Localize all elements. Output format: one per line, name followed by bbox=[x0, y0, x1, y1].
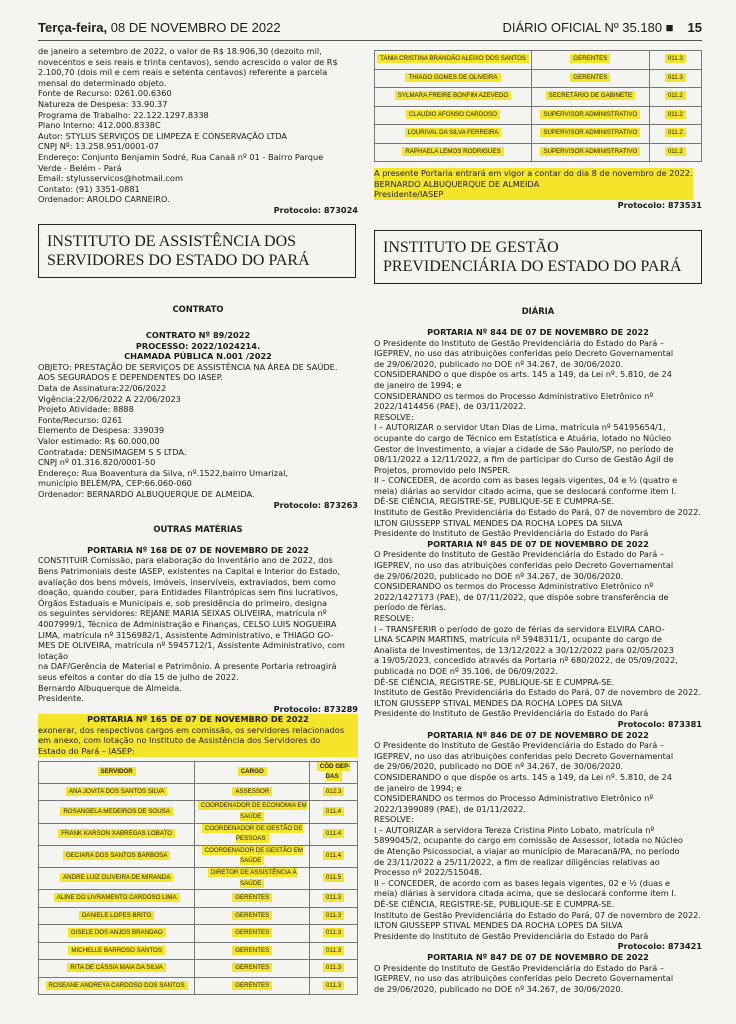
cell-text: GERENTES bbox=[232, 963, 272, 972]
cell-cargo bbox=[195, 783, 310, 801]
text-line: período de férias. bbox=[374, 602, 446, 613]
text-line: IGEPREV, no uso das atribuições conferidas pelo Decreto Governamental bbox=[374, 973, 674, 984]
section-diaria: DIÁRIA bbox=[521, 306, 555, 317]
cell-cargo bbox=[195, 867, 310, 889]
text-line: CONSIDERANDO o que dispõe os arts. 145 a 149, da Lei nº. 5.810, de 24 bbox=[374, 369, 672, 380]
text-line: de 29/06/2020, publicado no DOE nº 34.267, de 30/06/2020. bbox=[374, 761, 624, 772]
text-line: a 19/05/2023, concedido através da Portaria nº 680/2022, de 05/09/2022, bbox=[374, 655, 678, 666]
text-line: de 29/06/2020, publicado no DOE nº 34.267, de 30/06/2020. bbox=[374, 983, 624, 994]
text-line: CNPJ nº 01.316.820/0001-50 bbox=[38, 457, 156, 468]
text-line: 2.100,70 (dois mil e cem reais e setenta centavos) referente a parcela bbox=[38, 67, 328, 78]
protocol-873381: Protocolo: 873381 bbox=[617, 718, 702, 729]
cell-text: RITA DE CÁSSIA MAIA DA SILVA bbox=[67, 963, 166, 972]
cell-servidor bbox=[375, 51, 532, 70]
table-row bbox=[39, 925, 358, 943]
cell-text: 011.2 bbox=[665, 110, 686, 119]
text-line: exonerar, dos respectivos cargos em comissão, os servidores relacionados bbox=[38, 724, 345, 735]
text-line: BERNARDO ALBUQUERQUE DE ALMEIDA bbox=[374, 178, 540, 189]
portaria-vigor-note bbox=[374, 168, 693, 200]
text-line: OBJETO: PRESTAÇÃO DE SERVIÇOS DE ASSISTÊNCIA NA ÁREA DE SAÚDE. bbox=[38, 361, 338, 372]
text-line: I – TRANSFERIR o período de gozo de férias da servidora ELVIRA CARO- bbox=[374, 623, 665, 634]
portaria-168-title: PORTARIA Nº 168 DE 07 DE NOVEMBRO DE 2022 bbox=[87, 544, 309, 555]
portaria-165-title: PORTARIA Nº 165 DE 07 DE NOVEMBRO DE 2022 bbox=[38, 714, 358, 725]
text-line: ILTON GIUSSEPP STIVAL MENDES DA ROCHA LOPES DA SILVA bbox=[374, 517, 623, 528]
servidores-table bbox=[38, 761, 358, 995]
text-line: Órgãos Estaduais e Municipais e, sob presidência do primeiro, designa bbox=[38, 597, 328, 608]
cell-servidor bbox=[375, 69, 532, 88]
right-column bbox=[374, 50, 702, 994]
header-date-text: 08 DE NOVEMBRO DE 2022 bbox=[110, 20, 281, 35]
text-line: Programa de Trabalho: 22.122.1297.8338 bbox=[38, 109, 209, 120]
text-line: 2022/1399089 (PAE), de 01/11/2022. bbox=[374, 803, 527, 814]
cell-text: 011.5 bbox=[323, 873, 344, 882]
text-line: Fonte/Recurso: 0261 bbox=[38, 414, 123, 425]
text-line: seus efeitos a contar do dia 15 de julho de 2022. bbox=[38, 671, 239, 682]
cell-cod bbox=[310, 845, 358, 867]
cell-servidor bbox=[39, 977, 195, 995]
text-line: Email: stylusservicos@hotmail.com bbox=[38, 173, 183, 184]
cell-text: ALINE DO LIVRAMENTO CARDOSO LIMA bbox=[54, 893, 180, 902]
table-row bbox=[39, 823, 358, 845]
cell-text: COORDENADOR DE ECONOMIA EM SAÚDE bbox=[198, 801, 307, 821]
text-line: IGEPREV, no uso das atribuições conferidas pelo Decreto Governamental bbox=[374, 750, 674, 761]
portaria-845-body bbox=[374, 549, 702, 719]
text-line: O Presidente do Instituto de Gestão Previdenciária do Estado do Pará – bbox=[374, 962, 664, 973]
portaria-844-body bbox=[374, 338, 702, 539]
cell-cargo bbox=[531, 51, 649, 70]
text-line: II – CONCEDER, de acordo com as bases legais vigentes, 04 e ½ (quatro e bbox=[374, 475, 678, 486]
protocol-873421: Protocolo: 873421 bbox=[617, 941, 702, 952]
header-label: CÓD GEP-DAS bbox=[317, 762, 351, 782]
cell-text: ROSANGELA MEDEIROS DE SOUSA bbox=[60, 807, 173, 816]
protocol-873289: Protocolo: 873289 bbox=[273, 703, 358, 714]
cell-cargo bbox=[531, 106, 649, 125]
cell-text: 011.3 bbox=[323, 946, 344, 955]
text-line: na DAF/Gerência de Material e Patrimônio. A presente Portaria retroagirá bbox=[38, 661, 337, 672]
text-line: Presidente. bbox=[38, 693, 84, 704]
text-line: DÊ-SE CIÊNCIA, REGISTRE-SE, PUBLIQUE-SE E CUMPRA-SE. bbox=[374, 676, 615, 687]
cell-text: GERENTES bbox=[232, 911, 272, 920]
cell-text: ANDRE LUIZ OLIVEIRA DE MIRANDA bbox=[60, 873, 173, 882]
cell-cargo bbox=[195, 942, 310, 960]
cell-text: GERENTES bbox=[570, 54, 610, 63]
text-line: I – AUTORIZAR o servidor Utan Dias de Lima, matrícula nº 54195654/1, bbox=[374, 422, 666, 433]
portaria-168-body bbox=[38, 555, 358, 703]
cell-cod bbox=[649, 106, 701, 125]
table-row bbox=[39, 907, 358, 925]
table-row bbox=[39, 867, 358, 889]
cell-text: SECRETÁRIO DE GABINETE bbox=[546, 91, 636, 100]
portaria-844-title: PORTARIA Nº 844 DE 07 DE NOVEMBRO DE 2022 bbox=[427, 326, 649, 337]
contrato-body bbox=[38, 362, 358, 500]
cell-cargo bbox=[195, 977, 310, 995]
text-line: de janeiro de 1994; e bbox=[374, 379, 462, 390]
cell-cargo bbox=[531, 88, 649, 107]
table-row bbox=[375, 143, 702, 162]
cell-servidor bbox=[39, 890, 195, 908]
text-line: Autor: STYLUS SERVIÇOS DE LIMPEZA E CONSERVAÇÃO LTDA bbox=[38, 130, 287, 141]
cell-servidor bbox=[39, 801, 195, 823]
cell-text: COORDENADOR DE GESTÃO DE PESSOAS bbox=[202, 824, 303, 844]
cell-cod bbox=[310, 907, 358, 925]
cell-cod bbox=[649, 88, 701, 107]
text-line: em anexo, com lotação no Instituto de Assistência dos Servidores do bbox=[38, 735, 321, 746]
table-row bbox=[39, 845, 358, 867]
text-line: Analista de Investimentos, de 13/12/2022 a 30/12/2022 para 02/05/2023 bbox=[374, 644, 674, 655]
portaria-846-body bbox=[374, 740, 702, 941]
table-row bbox=[375, 51, 702, 70]
cell-text: LOURIVAL DA SILVA FERREIRA bbox=[405, 128, 502, 137]
text-line: Instituto de Gestão Previdenciária do Estado do Pará, 07 de novembro de 2022. bbox=[374, 507, 701, 518]
text-line: Bens Patrimoniais deste IASEP, existentes na Capital e Interior do Estado, bbox=[38, 565, 340, 576]
cell-text: ASSESSOR bbox=[232, 787, 272, 796]
text-line: Contratada: DENSIMAGEM S S LTDA. bbox=[38, 446, 187, 457]
portaria-846-title: PORTARIA Nº 846 DE 07 DE NOVEMBRO DE 2022 bbox=[427, 729, 649, 740]
col-cod bbox=[310, 761, 358, 783]
cell-cargo bbox=[531, 125, 649, 144]
cell-text: 011.4 bbox=[323, 851, 344, 860]
cell-text: SUPERVISOR ADMINISTRATIVO bbox=[540, 128, 640, 137]
left-column bbox=[38, 46, 358, 995]
text-line: ILTON GIUSSEPP STIVAL MENDES DA ROCHA LOPES DA SILVA bbox=[374, 697, 623, 708]
cell-servidor bbox=[39, 907, 195, 925]
cell-servidor bbox=[39, 925, 195, 943]
text-line: meia) diárias à servidora citada acima, que se deslocará conforme item I. bbox=[374, 888, 677, 899]
text-line: Data de Assinatura:22/06/2022 bbox=[38, 383, 167, 394]
section-contrato: CONTRATO bbox=[172, 303, 224, 314]
cell-cod bbox=[310, 925, 358, 943]
text-line: LINA SCAPIN MARTINS, matrícula nº 5948311/1, ocupante do cargo de bbox=[374, 634, 662, 645]
cell-text: GERENTES bbox=[570, 73, 610, 82]
text-line: CONSTITUIR Comissão, para elaboração do Inventário ano de 2022, dos bbox=[38, 555, 333, 566]
cell-cod bbox=[649, 143, 701, 162]
cell-cod bbox=[310, 823, 358, 845]
cell-cargo bbox=[531, 143, 649, 162]
text-line: IGEPREV, no uso das atribuições conferidas pelo Decreto Governamental bbox=[374, 348, 674, 359]
section-outras-materias: OUTRAS MATÉRIAS bbox=[153, 524, 243, 535]
cell-text: 011.2 bbox=[665, 128, 686, 137]
text-line: 08/11/2022 a 12/11/2022, a fim de participar do Curso de Gestão Ágil de bbox=[374, 454, 674, 465]
text-line: de janeiro de 1994; e bbox=[374, 782, 462, 793]
text-line: Endereço: Conjunto Benjamin Sodré, Rua Canaã nº 01 - Bairro Parque bbox=[38, 151, 324, 162]
text-line: Natureza de Despesa: 33.90.37 bbox=[38, 98, 168, 109]
cell-text: 011.3 bbox=[323, 928, 344, 937]
cell-cargo bbox=[195, 960, 310, 978]
cell-text: DANIELE LOPES BRITO bbox=[79, 911, 154, 920]
text-line: de janeiro a setembro de 2022, o valor de R$ 18.906,30 (dezoito mil, bbox=[38, 46, 322, 56]
cell-text: 011.3 bbox=[665, 73, 686, 82]
text-line: PROCESSO: 2022/1024214. bbox=[135, 340, 261, 351]
cell-text: THIAGO GOMES DE OLIVEIRA bbox=[405, 73, 500, 82]
text-line: I – AUTORIZAR a servidora Tereza Cristina Pinto Lobato, matrícula nº bbox=[374, 824, 655, 835]
cell-cod bbox=[310, 942, 358, 960]
text-line: de Atenção Psicossocial, a viajar ao município de Maracanã/PA, no período bbox=[374, 846, 680, 857]
text-line: Bernardo Albuquerque de Almeida. bbox=[38, 682, 182, 693]
journal-number: DIÁRIO OFICIAL Nº 35.180 bbox=[502, 20, 663, 35]
text-line: ILTON GIUSSEPP STIVAL MENDES DA ROCHA LOPES DA SILVA bbox=[374, 920, 623, 931]
table-row bbox=[39, 977, 358, 995]
header-label: SERVIDOR bbox=[98, 767, 136, 776]
text-line: Presidente/IASEP bbox=[374, 189, 444, 200]
cell-text: 011.3 bbox=[323, 911, 344, 920]
text-line: Ordenador: AROLDO CARNEIRO. bbox=[38, 194, 170, 205]
cell-servidor bbox=[39, 867, 195, 889]
cell-text: 011.4 bbox=[323, 829, 344, 838]
text-line: meia) diárias ao servidor citado acima, que se deslocará conforme item I. bbox=[374, 485, 677, 496]
table-row bbox=[39, 783, 358, 801]
portaria-847-title: PORTARIA Nº 847 DE 07 DE NOVEMBRO DE 2022 bbox=[427, 952, 649, 962]
cell-text: SUPERVISOR ADMINISTRATIVO bbox=[540, 110, 640, 119]
cell-cargo bbox=[195, 845, 310, 867]
col-servidor bbox=[39, 761, 195, 783]
text-line: de 23/11/2022 a 25/11/2022, a fim de realizar diligências relativas ao bbox=[374, 856, 660, 867]
table-row bbox=[39, 801, 358, 823]
text-line: CONSIDERANDO os termos do Processo Administrativo Eletrônico nº bbox=[374, 390, 654, 401]
text-line: O Presidente do Instituto de Gestão Previdenciária do Estado do Pará – bbox=[374, 337, 664, 348]
text-line: DÊ-SE CIÊNCIA, REGISTRE-SE, PUBLIQUE-SE E CUMPRA-SE. bbox=[374, 496, 615, 507]
cell-cod bbox=[310, 960, 358, 978]
portaria-165-body bbox=[38, 725, 358, 757]
cell-cod bbox=[649, 51, 701, 70]
text-line: Processo nº 2022/515048. bbox=[374, 867, 482, 878]
cell-cargo bbox=[531, 69, 649, 88]
portaria-847-body bbox=[374, 963, 702, 995]
text-line: Presidente do Instituto de Gestão Previdenciária do Estado do Pará bbox=[374, 528, 649, 539]
cell-text: 011.2 bbox=[665, 91, 686, 100]
cell-text: 011.3 bbox=[323, 981, 344, 990]
cell-text: 011.3 bbox=[323, 963, 344, 972]
table-row bbox=[39, 942, 358, 960]
header-date bbox=[38, 20, 281, 35]
stylus-contract-text bbox=[38, 46, 358, 205]
text-line: 2022/1427173 (PAE), de 07/11/2022, que dispõe sobre transferência de bbox=[374, 591, 669, 602]
text-line: II – CONCEDER, de acordo com as bases legais vigentes, 02 e ½ (duas e bbox=[374, 877, 671, 888]
text-line: Ordenador: BERNARDO ALBUQUERQUE DE ALMEIDA. bbox=[38, 489, 255, 499]
page-header bbox=[38, 18, 702, 41]
text-line: os seguintes servidores: REJANE MARIA SEIXAS OLIVEIRA, matrícula nº bbox=[38, 608, 327, 619]
table-row bbox=[375, 125, 702, 144]
cell-text: MICHELLE BARROSO SANTOS bbox=[68, 946, 165, 955]
cell-text: FRANK KARSON XABREGAS LOBATO bbox=[58, 829, 175, 838]
text-line: Plano Interno: 412.000.8338C bbox=[38, 120, 161, 131]
text-line: 4007999/1, Técnico de Administração e Finanças, CELSO LUIS NOGUEIRA bbox=[38, 618, 337, 629]
cell-cod bbox=[310, 801, 358, 823]
col-cargo bbox=[195, 761, 310, 783]
cell-text: GERENTES bbox=[232, 928, 272, 937]
cell-cargo bbox=[195, 925, 310, 943]
table-row bbox=[39, 960, 358, 978]
text-line: Gestor de Investimento, a viajar a cidade de São Paulo/SP, no período de bbox=[374, 443, 674, 454]
cell-text: ANA JOVITA DOS SANTOS SILVA bbox=[66, 787, 167, 796]
text-line: Presidente do Instituto de Gestão Previdenciária do Estado do Pará bbox=[374, 708, 649, 719]
text-line: doação, quando couber, para Entidades Filantrópicas sem fins lucrativos, bbox=[38, 587, 339, 598]
text-line: Vigência:22/06/2022 A 22/06/2023 bbox=[38, 393, 181, 404]
cell-text: ROSEANE ANDREYA CARDOSO DOS SANTOS bbox=[46, 981, 188, 990]
text-line: avaliação dos bens móveis, imóveis, inservíveis, extraviados, bem como bbox=[38, 576, 336, 587]
text-line: CONTRATO Nº 89/2022 bbox=[145, 330, 251, 341]
page-number: 15 bbox=[687, 20, 702, 35]
header-weekday: Terça-feira, bbox=[38, 20, 108, 35]
cell-cod bbox=[310, 977, 358, 995]
institute-igeprev-box: INSTITUTO DE GESTÃO PREVIDENCIÁRIA DO ESTADO DO PARÁ bbox=[374, 230, 702, 284]
cell-cod bbox=[310, 890, 358, 908]
contrato-heading bbox=[38, 330, 358, 362]
text-line: 5899045/2, ocupante do cargo em comissão de Assessor, lotada no Núcleo bbox=[374, 835, 683, 846]
text-line: A presente Portaria entrará em vigor a contar do dia 8 de novembro de 2022. bbox=[374, 168, 693, 178]
table-row bbox=[375, 69, 702, 88]
cell-servidor bbox=[375, 88, 532, 107]
text-line: CNPJ Nº: 13.258.951/0001-07 bbox=[38, 141, 159, 152]
cell-text: SYLMARA FREIRE BONFIM AZEVEDO bbox=[395, 91, 511, 100]
servidores-table-continued bbox=[374, 50, 702, 162]
table-row bbox=[39, 890, 358, 908]
text-line: Instituto de Gestão Previdenciária do Estado do Pará, 07 de novembro de 2022. bbox=[374, 909, 701, 920]
cell-cargo bbox=[195, 890, 310, 908]
text-line: ocupante do cargo de Técnico em Estatística e Atuária, lotado no Núcleo bbox=[374, 432, 672, 443]
text-line: RESOLVE: bbox=[374, 411, 414, 422]
cell-text: DIRETOR DE ASSISTÊNCIA À SAÚDE bbox=[208, 868, 297, 888]
cell-text: GERENTES bbox=[232, 946, 272, 955]
text-line: MES DE OLIVEIRA, matrícula nº 5945712/1, Assistente Administrativo, com lotação bbox=[38, 640, 345, 661]
text-line: mensal do determinado objeto. bbox=[38, 77, 167, 88]
cell-text: 011.2 bbox=[665, 147, 686, 156]
text-line: Verde - Belém - Pará bbox=[38, 162, 122, 173]
cell-text: TANIA CRISTINA BRANDÃO ALEIXO DOS SANTOS bbox=[377, 54, 529, 63]
text-line: novecentos e seis reais e trinta centavos), sendo acrescido o valor de R$ bbox=[38, 56, 338, 67]
cell-cod bbox=[310, 867, 358, 889]
text-line: publicada no DOE nº 35.106, de 06/09/2022. bbox=[374, 665, 558, 676]
cell-cod bbox=[649, 69, 701, 88]
cell-text: CLAUDIO AFONSO CARDOSO bbox=[406, 110, 500, 119]
text-line: CONSIDERANDO os termos do Processo Administrativo Eletrônico nº bbox=[374, 793, 654, 804]
portaria-845-title: PORTARIA Nº 845 DE 07 DE NOVEMBRO DE 2022 bbox=[427, 538, 649, 549]
header-journal: DIÁRIO OFICIAL Nº 35.180 ■ 15 bbox=[502, 20, 702, 35]
text-line: 2022/1414456 (PAE), de 03/11/2022. bbox=[374, 401, 527, 412]
text-line: Instituto de Gestão Previdenciária do Estado do Pará, 07 de novembro de 2022. bbox=[374, 687, 701, 698]
cell-servidor bbox=[39, 845, 195, 867]
cell-text: 011.4 bbox=[323, 807, 344, 816]
cell-text: SUPERVISOR ADMINISTRATIVO bbox=[540, 147, 640, 156]
text-line: de 29/06/2020, publicado no DOE nº 34.267, de 30/06/2020. bbox=[374, 358, 624, 369]
cell-cargo bbox=[195, 907, 310, 925]
table-row bbox=[375, 106, 702, 125]
text-line: de 29/06/2020, publicado no DOE nº 34.267, de 30/06/2020. bbox=[374, 570, 624, 581]
text-line: município BELÉM/PA, CEP:66.060-060 bbox=[38, 478, 192, 489]
text-line: Elemento de Despesa: 339039 bbox=[38, 425, 165, 436]
cell-cod bbox=[310, 783, 358, 801]
text-line: Contato: (91) 3351-0881 bbox=[38, 183, 140, 194]
cell-servidor bbox=[375, 125, 532, 144]
cell-text: COORDENADOR DE GESTÃO EM SAÚDE bbox=[202, 846, 303, 866]
text-line: Projeto Atividade: 8888 bbox=[38, 404, 134, 415]
text-line: Fonte de Recurso: 0261.00.6360 bbox=[38, 88, 172, 99]
cell-servidor bbox=[39, 783, 195, 801]
text-line: DÊ-SE CIÊNCIA, REGISTRE-SE, PUBLIQUE-SE E CUMPRA-SE. bbox=[374, 899, 615, 910]
text-line: Projetos, promovido pelo INSPER. bbox=[374, 464, 511, 475]
protocol-873024: Protocolo: 873024 bbox=[273, 204, 358, 215]
text-line: Estado do Pará – IASEP: bbox=[38, 746, 135, 757]
text-line: CHAMADA PÚBLICA N.001 /2022 bbox=[124, 351, 272, 362]
text-line: Presidente do Instituto de Gestão Previdenciária do Estado do Pará bbox=[374, 930, 649, 941]
cell-text: 012.3 bbox=[323, 787, 344, 796]
cell-text: GISELE DOS ANJOS BRANDAO bbox=[68, 928, 166, 937]
text-line: CONSIDERANDO o que dispõe os arts. 145 a 149, da Lei nº. 5.810, de 24 bbox=[374, 771, 672, 782]
header-label: CARGO bbox=[238, 767, 267, 776]
cell-text: GERENTES bbox=[232, 893, 272, 902]
text-line: AOS SEGURADOS E DEPENDENTES DO IASEP. bbox=[38, 372, 223, 383]
cell-text: 011.3 bbox=[323, 893, 344, 902]
protocol-873263: Protocolo: 873263 bbox=[273, 499, 358, 510]
text-line: Endereço: Rua Boaventura da Silva, nº.1522,bairro Umarizal, bbox=[38, 467, 288, 478]
text-line: RESOLVE: bbox=[374, 814, 414, 825]
institute-iasep-box: INSTITUTO DE ASSISTÊNCIA DOS SERVIDORES DO ESTADO DO PARÁ bbox=[38, 224, 356, 278]
cell-cargo bbox=[195, 823, 310, 845]
cell-servidor bbox=[375, 143, 532, 162]
cell-servidor bbox=[39, 942, 195, 960]
text-line: IGEPREV, no uso das atribuições conferidas pelo Decreto Governamental bbox=[374, 560, 674, 571]
cell-cargo bbox=[195, 801, 310, 823]
text-line: O Presidente do Instituto de Gestão Previdenciária do Estado do Pará – bbox=[374, 549, 664, 560]
cell-cod bbox=[649, 125, 701, 144]
table-row bbox=[375, 88, 702, 107]
text-line: LIMA, matrícula nº 3156982/1, Assistente Administrativo, e THIAGO GO- bbox=[38, 629, 334, 640]
protocol-873531: Protocolo: 873531 bbox=[617, 199, 702, 210]
cell-text: GECIARA DOS SANTOS BARBOSA bbox=[63, 851, 170, 860]
cell-servidor bbox=[39, 960, 195, 978]
text-line: CONSIDERANDO os termos do Processo Administrativo Eletrônico nº bbox=[374, 581, 654, 592]
cell-text: RAPHAELA LEMOS RODRIGUES bbox=[402, 147, 503, 156]
text-line: RESOLVE: bbox=[374, 613, 414, 623]
text-line: Valor estimado: R$ 60.000,00 bbox=[38, 436, 160, 447]
text-line: O Presidente do Instituto de Gestão Previdenciária do Estado do Pará – bbox=[374, 740, 664, 751]
cell-text: GERENTES bbox=[232, 981, 272, 990]
cell-servidor bbox=[375, 106, 532, 125]
table-header-row bbox=[39, 761, 358, 783]
cell-servidor bbox=[39, 823, 195, 845]
cell-text: 011.3 bbox=[665, 54, 686, 63]
